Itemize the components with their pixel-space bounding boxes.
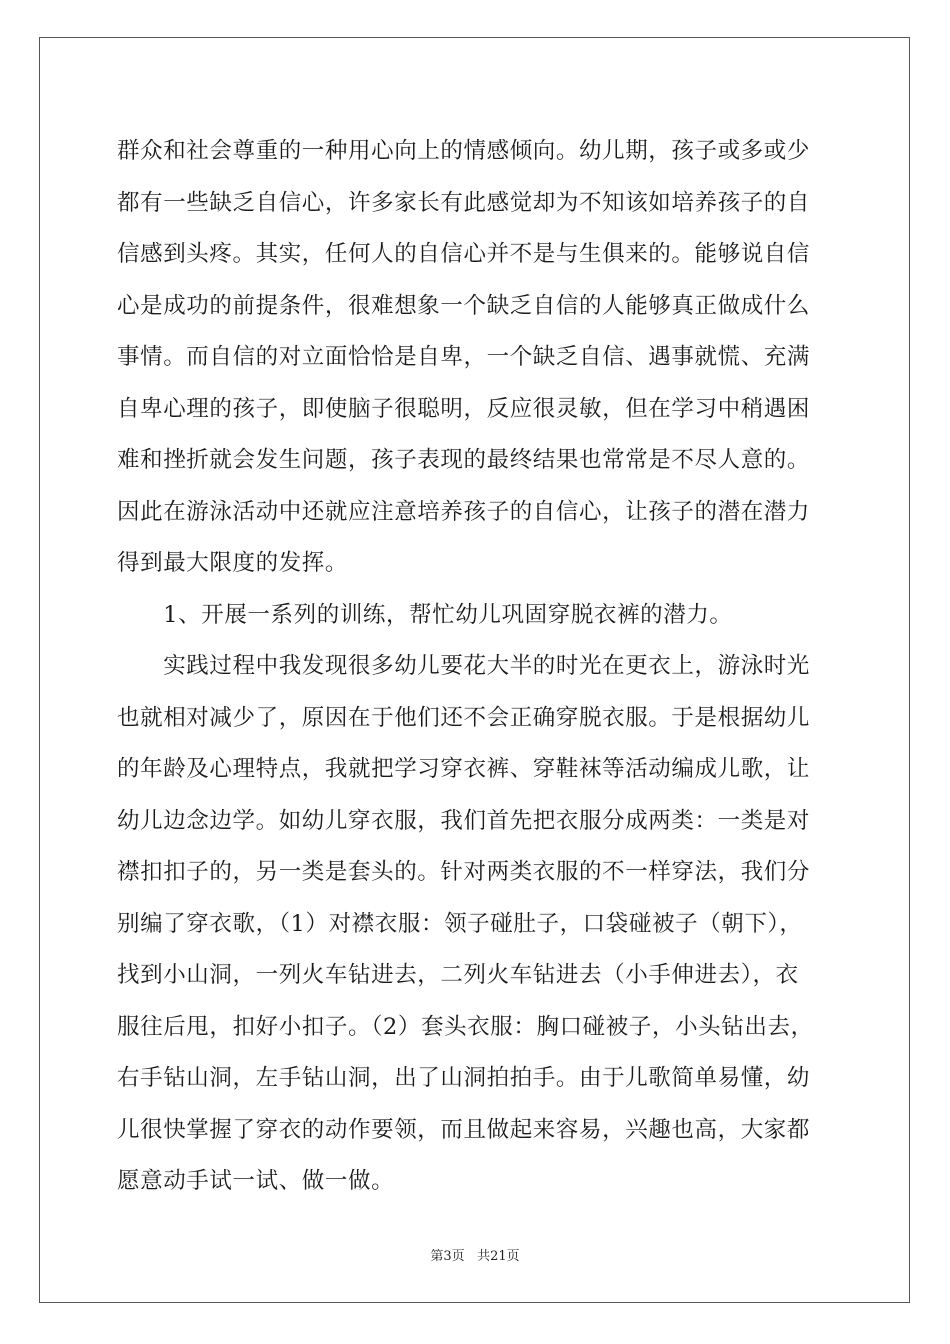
text-line: 难和挫折就会发生问题，孩子表现的最终结果也常常是不尽人意的。 [117, 447, 811, 473]
text-line: 找到小山洞，一列火车钻进去，二列火车钻进去（小手伸进去），衣 [117, 962, 799, 988]
text-line: 别编了穿衣歌，（1）对襟衣服：领子碰肚子，口袋碰被子（朝下）， [117, 910, 803, 937]
text-line: 右手钻山洞，左手钻山洞，出了山洞拍拍手。由于儿歌简单易懂，幼 [117, 1065, 811, 1091]
text-line: 群众和社会尊重的一种用心向上的情感倾向。幼儿期，孩子或多或少 [117, 138, 811, 164]
text-line: 实践过程中我发现很多幼儿要花大半的时光在更衣上，游泳时光 [117, 653, 811, 679]
text-line: 都有一些缺乏自信心，许多家长有此感觉却为不知该如培养孩子的自 [117, 189, 811, 216]
text-line: 襟扣扣子的，另一类是套头的。针对两类衣服的不一样穿法，我们分 [117, 859, 811, 885]
text-line: 愿意动手试一试、做一做。 [117, 1168, 395, 1194]
page-footer [0, 1245, 950, 1264]
page-number: 第3页 [430, 1249, 465, 1264]
text-line: 自卑心理的孩子，即使脑子很聪明，反应很灵敏，但在学习中稍遇困 [117, 395, 811, 422]
text-line: 也就相对减少了，原因在于他们还不会正确穿脱衣服。于是根据幼儿 [117, 704, 811, 731]
text-line: 心是成功的前提条件，很难想象一个缺乏自信的人能够真正做成什么 [117, 292, 811, 319]
text-line: 信感到头疼。其实，任何人的自信心并不是与生俱来的。能够说自信 [117, 241, 811, 267]
text-line: 得到最大限度的发挥。 [117, 550, 349, 576]
text-line: 儿很快掌握了穿衣的动作要领，而且做起来容易，兴趣也高，大家都 [117, 1116, 811, 1143]
page-total: 共21页 [477, 1249, 520, 1264]
text-line: 因此在游泳活动中还就应注意培养孩子的自信心，让孩子的潜在潜力 [117, 498, 811, 525]
text-line: 的年龄及心理特点，我就把学习穿衣裤、穿鞋袜等活动编成儿歌，让 [117, 756, 811, 782]
text-line: 事情。而自信的对立面恰恰是自卑，一个缺乏自信、遇事就慌、充满 [117, 344, 811, 370]
text-line: 服往后甩，扣好小扣子。（2）套头衣服：胸口碰被子，小头钻出去， [117, 1013, 814, 1040]
section-heading: 1、开展一系列的训练，帮忙幼儿巩固穿脱衣裤的潜力。 [117, 601, 733, 628]
document-body [117, 126, 839, 1208]
text-line: 幼儿边念边学。如幼儿穿衣服，我们首先把衣服分成两类：一类是对 [117, 807, 811, 834]
